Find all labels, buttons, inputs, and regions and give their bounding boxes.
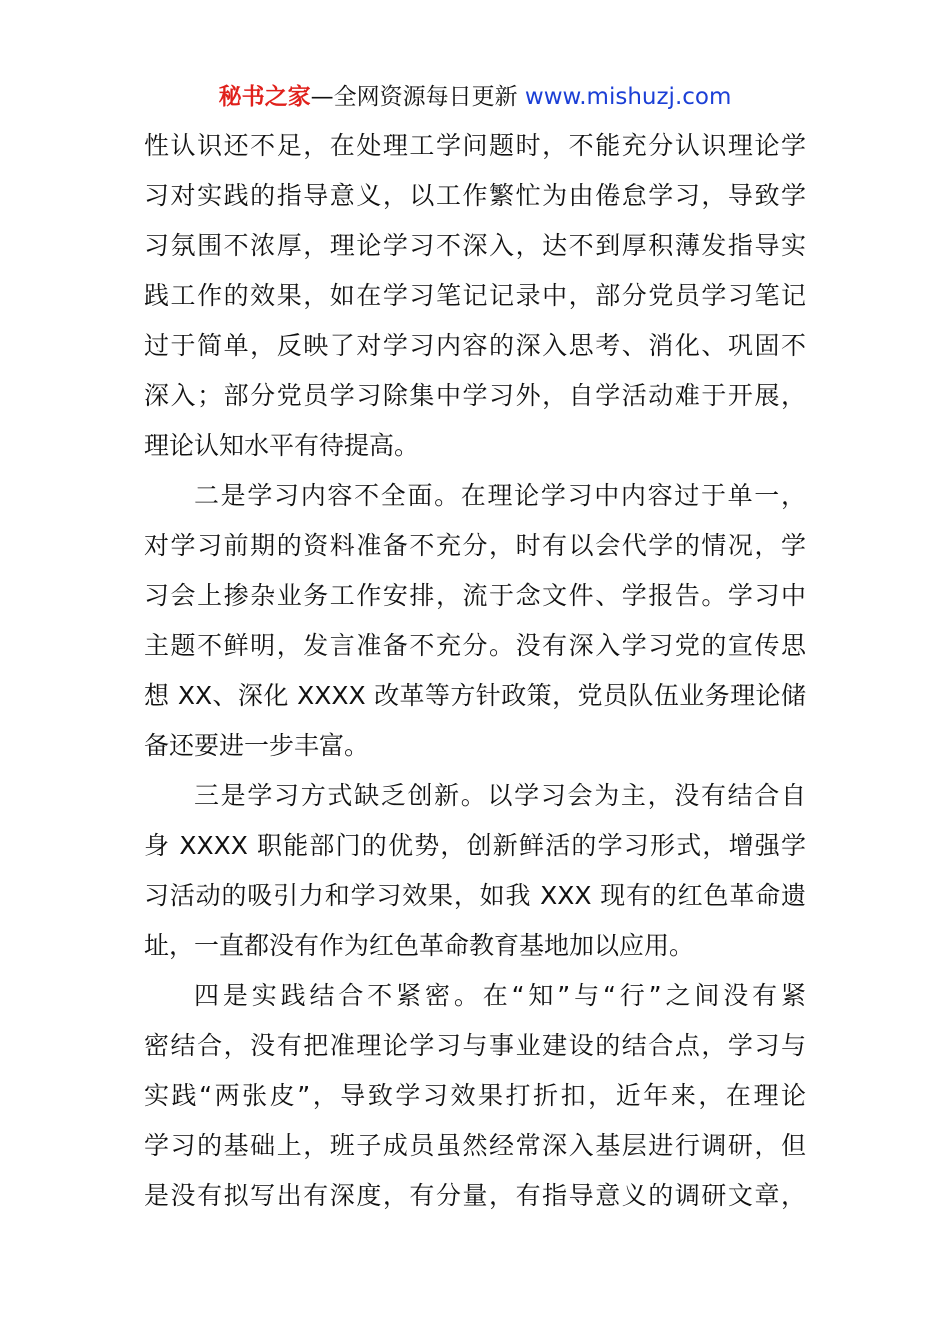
body-line: 主题不鲜明，发言准备不充分。没有深入学习党的宣传思 xyxy=(144,631,806,660)
body-line: 实践“两张皮”，导致学习效果打折扣，近年来，在理论 xyxy=(144,1081,806,1110)
paragraph-first-line: 四是实践结合不紧密。在“知”与“行”之间没有紧 xyxy=(194,981,806,1010)
body-line: 习对实践的指导意义，以工作繁忙为由倦怠学习，导致学 xyxy=(144,181,806,210)
paragraph-first-line: 三是学习方式缺乏创新。以学习会为主，没有结合自 xyxy=(194,781,806,810)
body-line: 习活动的吸引力和学习效果，如我 XXX 现有的红色革命遗 xyxy=(144,881,806,910)
body-line: 践工作的效果，如在学习笔记记录中，部分党员学习笔记 xyxy=(144,281,806,310)
document-body xyxy=(144,121,806,1221)
body-line: 想 XX、深化 XXXX 改革等方针政策，党员队伍业务理论储 xyxy=(144,681,806,710)
body-line: 学习的基础上，班子成员虽然经常深入基层进行调研，但 xyxy=(144,1131,806,1160)
body-line: 址，一直都没有作为红色革命教育基地加以应用。 xyxy=(144,931,695,960)
body-line: 性认识还不足，在处理工学问题时，不能充分认识理论学 xyxy=(144,131,806,160)
page-header xyxy=(0,80,950,114)
header-url[interactable]: www.mishuzj.com xyxy=(524,84,732,110)
body-line: 对学习前期的资料准备不充分，时有以会代学的情况，学 xyxy=(144,531,806,560)
body-line: 深入；部分党员学习除集中学习外，自学活动难于开展， xyxy=(144,381,806,410)
body-line: 过于简单，反映了对学习内容的深入思考、消化、巩固不 xyxy=(144,331,806,360)
body-line: 备还要进一步丰富。 xyxy=(144,731,370,760)
body-line: 是没有拟写出有深度，有分量，有指导意义的调研文章， xyxy=(144,1181,806,1210)
paragraph-first-line: 二是学习内容不全面。在理论学习中内容过于单一， xyxy=(194,481,806,510)
body-line: 身 XXXX 职能部门的优势，创新鲜活的学习形式，增强学 xyxy=(144,831,806,860)
body-line: 习氛围不浓厚，理论学习不深入，达不到厚积薄发指导实 xyxy=(144,231,806,260)
header-brand: 秘书之家 xyxy=(218,84,311,110)
header-tagline: —全网资源每日更新 xyxy=(310,84,525,110)
body-line: 习会上掺杂业务工作安排，流于念文件、学报告。学习中 xyxy=(144,581,806,610)
body-line: 密结合，没有把准理论学习与事业建设的结合点，学习与 xyxy=(144,1031,806,1060)
body-line: 理论认知水平有待提高。 xyxy=(144,431,420,460)
